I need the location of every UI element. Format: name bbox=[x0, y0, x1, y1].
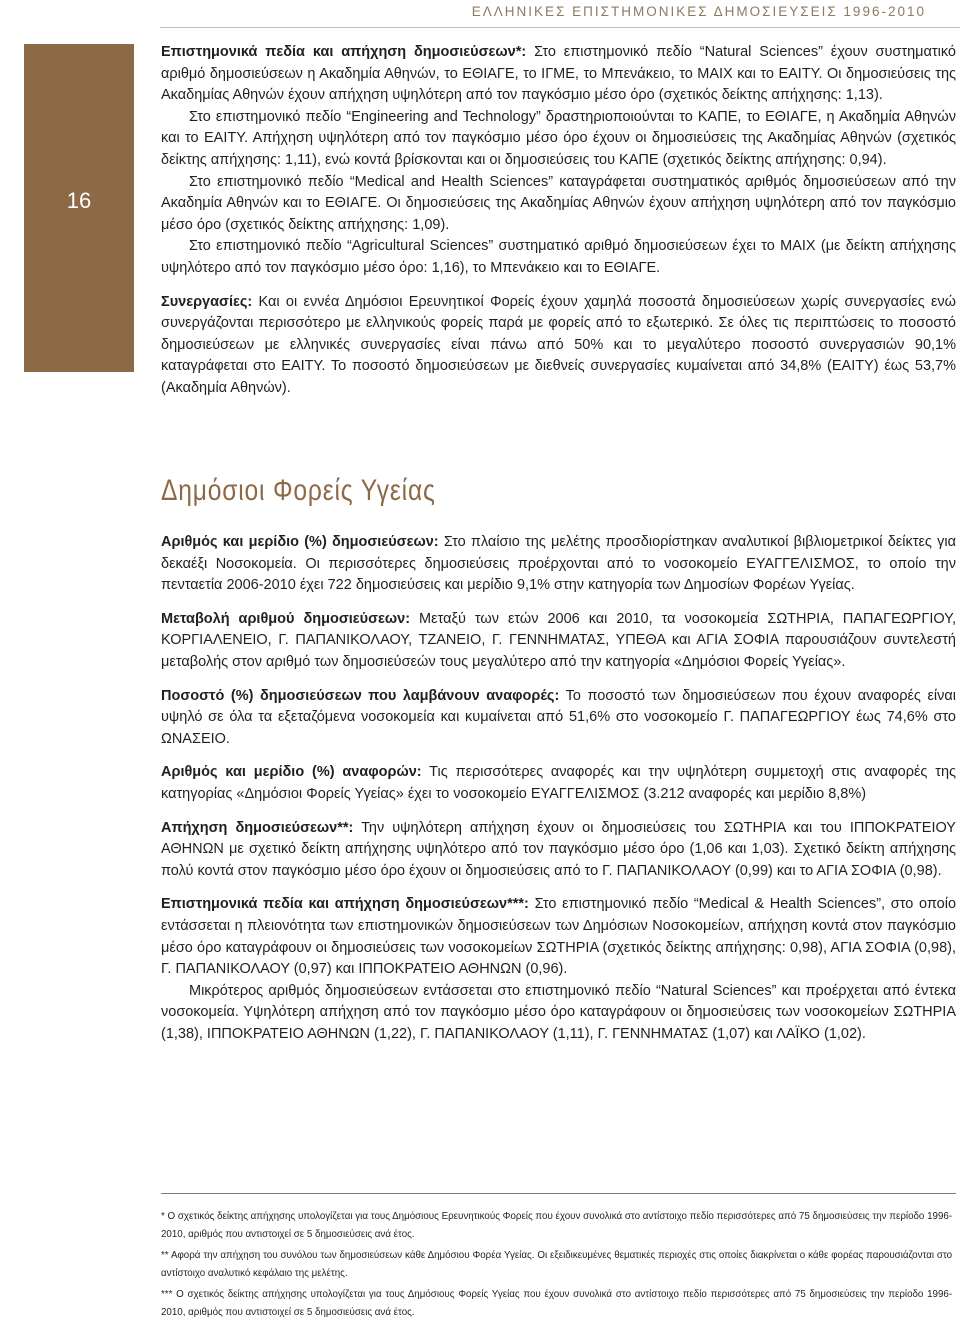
paragraph-text: Το ποσοστό των δημοσιεύσεων που έχουν αναφορές είναι υψηλό σε όλα τα εξεταζόμενα νοσοκομεία και κυμαίνεται από 51,6% στο νοσοκομείο Γ. ΠΑΠΑΓΕΩΡΓΙΟΥ έως 74,6% στο ΩΝΑΣΕΙΟ. bbox=[161, 687, 956, 747]
paragraph-fields-impact bbox=[161, 42, 956, 107]
footnotes bbox=[161, 1208, 956, 1325]
paragraph-publications-share bbox=[161, 532, 956, 597]
paragraph-cited-percentage bbox=[161, 686, 956, 751]
paragraph-text: Την υψηλότερη απήχηση έχουν οι δημοσιεύσεις του ΣΩΤΗΡΙΑ και του ΙΠΠΟΚΡΑΤΕΙΟΥ ΑΘΗΝΩΝ με σχετικό δείκτη απήχησης υψηλότερο από τον παγκόσμιο μέσο όρο (1,06 και 1,03). Σχετικό δείκτη απήχησης πολύ κοντά στον παγκόσμιο μέσο όρο έχουν οι δημοσιεύσεις από το Γ. ΠΑΠΑΝΙΚΟΛΑΟΥ (0,99) και το ΑΓΙΑ ΣΟΦΙΑ (0,98). bbox=[161, 819, 956, 879]
running-header: ΕΛΛΗΝΙΚΕΣ ΕΠΙΣΤΗΜΟΝΙΚΕΣ ΔΗΜΟΣΙΕΥΣΕΙΣ 1996-2010 bbox=[471, 4, 926, 19]
footnote-divider bbox=[161, 1193, 956, 1194]
header-divider bbox=[160, 27, 960, 28]
page-number-tab bbox=[24, 44, 134, 372]
health-bodies-text bbox=[161, 532, 956, 1045]
section-title: Δημόσιοι Φορείς Υγείας bbox=[161, 474, 436, 507]
paragraph-natural-sciences: Μικρότερος αριθμός δημοσιεύσεων εντάσσεται στο επιστημονικό πεδίο “Natural Sciences” και προέρχεται από έντεκα νοσοκομεία. Υψηλότερη απήχηση από τον παγκόσμιο μέσο όρο καταγράφουν οι δημοσιεύσεις των νοσοκομείων ΣΩΤΗΡΙΑ (1,38), ΙΠΠΟΚΡΑΤΕΙΟ ΑΘΗΝΩΝ (1,22), Γ. ΠΑΠΑΝΙΚΟΛΑΟΥ (1,11), Γ. ΓΕΝΝΗΜΑΤΑΣ (1,07) και ΛΑΪΚΟ (1,02). bbox=[161, 982, 956, 1042]
paragraph-citations-share bbox=[161, 762, 956, 805]
paragraph-publications-change bbox=[161, 609, 956, 674]
footnote-1: * Ο σχετικός δείκτης απήχησης υπολογίζεται για τους Δημόσιους Ερευνητικούς Φορείς που έχουν συνολικά στο αντίστοιχο πεδίο περισσότερες από 75 δημοσιεύσεις την περίοδο 1996-2010, αριθμός που αντιστοιχεί σε 5 δημοσιεύσεις ανά έτος. bbox=[161, 1210, 953, 1240]
paragraph-lead: Συνεργασίες: bbox=[161, 293, 253, 310]
paragraph-text: Τις περισσότερες αναφορές και την υψηλότερη συμμετοχή στις αναφορές της κατηγορίας «Δημόσιοι Φορείς Υγείας» έχει το νοσοκομείο ΕΥΑΓΓΕΛΙΣΜΟΣ (3.212 αναφορές και μερίδιο 8,8%) bbox=[161, 764, 957, 802]
footnote-2: ** Αφορά την απήχηση του συνόλου των δημοσιεύσεων κάθε Δημόσιου Φορέα Υγείας. Οι εξειδικευμένες θεματικές περιοχές στις οποίες διακρίνεται ο κάθε φορέας παρουσιάζονται στο αντίστοιχο αναλυτικό κεφάλαιο της μελέτης. bbox=[161, 1249, 953, 1279]
paragraph-lead: Επιστημονικά πεδία και απήχηση δημοσιεύσεων***: bbox=[161, 896, 529, 913]
page-number: 16 bbox=[66, 188, 92, 213]
paragraph-fields-impact-health bbox=[161, 894, 956, 980]
paragraph-lead: Ποσοστό (%) δημοσιεύσεων που λαμβάνουν αναφορές: bbox=[161, 687, 560, 704]
paragraph-lead: Μεταβολή αριθμού δημοσιεύσεων: bbox=[161, 610, 411, 627]
paragraph-text: Και οι εννέα Δημόσιοι Ερευνητικοί Φορείς έχουν χαμηλά ποσοστά δημοσιεύσεων χωρίς συνεργασίες ενώ συνεργάζονται περισσότερο με ελληνικούς φορείς παρά με φορείς από το εξωτερικό. Σε όλες τις περιπτώσεις το ποσοστό δημοσιεύσεων με ελληνικές συνεργασίες είναι πάνω από 50% και το μεγαλύτερο ποσοστό συνεργασιών 90,1% καταγράφεται στο ΕΑΙΤΥ. Το ποσοστό δημοσιεύσεων με διεθνείς συνεργασίες κυμαίνεται από 34,8% (ΕΑΙΤΥ) έως 53,7% (Ακαδημία Αθηνών). bbox=[161, 293, 956, 396]
paragraph-text: Στο επιστημονικό πεδίο “Natural Sciences” έχουν συστηματικό αριθμό δημοσιεύσεων η Ακαδημία Αθηνών, το ΕΘΙΑΓΕ, το ΙΓΜΕ, το Μπενάκειο, το ΜΑΙΧ και το ΕΑΙΤΥ. Οι δημοσιεύσεις της Ακαδημίας Αθηνών έχουν απήχηση υψηλότερη από τον παγκόσμιο μέσο όρο (σχετικός δείκτης απήχησης: 1,13). bbox=[161, 44, 956, 104]
paragraph-text: Στο πλαίσιο της μελέτης προσδιορίστηκαν αναλυτικοί βιβλιομετρικοί δείκτες για δεκαέξι Νοσοκομεία. Οι περισσότερες δημοσιεύσεις προέρχονται από το νοσοκομείο ΕΥΑΓΓΕΛΙΣΜΟΣ, το οποίο την πενταετία 2006-2010 έχει 722 δημοσιεύσεις και μερίδιο 9,1% στην κατηγορία των Δημοσίων Φορέων Υγείας. bbox=[161, 534, 956, 594]
paragraph-lead: Αριθμός και μερίδιο (%) αναφορών: bbox=[161, 764, 422, 781]
paragraph-impact bbox=[161, 818, 956, 883]
paragraph-text: Στο επιστημονικό πεδίο “Medical & Health Sciences”, στο οποίο εντάσσεται η πλειονότητα των επιστημονικών δημοσιεύσεων των Δημόσιων Νοσοκομείων, απήχηση κοντά στον παγκόσμιο μέσο όρο καταγράφουν οι δημοσιεύσεις των νοσοκομείων ΣΩΤΗΡΙΑ (σχετικός δείκτης απήχησης: 0,98), ΑΓΙΑ ΣΟΦΙΑ (0,98), Γ. ΠΑΠΑΝΙΚΟΛΑΟΥ (0,97) και ΙΠΠΟΚΡΑΤΕΙΟ ΑΘΗΝΩΝ (0,96). bbox=[161, 896, 957, 978]
paragraph-engineering: Στο επιστημονικό πεδίο “Engineering and Technology” δραστηριοποιούνται το ΚΑΠΕ, το ΕΘΙΑΓΕ, η Ακαδημία Αθηνών και το ΕΑΙΤΥ. Απήχηση υψηλότερη από τον παγκόσμιο μέσο όρο έχουν οι δημοσιεύσεις της Ακαδημίας Αθηνών (σχετικός δείκτης απήχησης: 1,11), ενώ κοντά βρίσκονται και οι δημοσιεύσεις του ΚΑΠΕ (σχετικός δείκτης απήχησης: 0,94). bbox=[161, 108, 956, 168]
paragraph-collaborations bbox=[161, 292, 956, 400]
paragraph-medical: Στο επιστημονικό πεδίο “Medical and Health Sciences” καταγράφεται συστηματικός αριθμός δημοσιεύσεων από την Ακαδημία Αθηνών και το ΕΘΙΑΓΕ. Οι δημοσιεύσεις της Ακαδημίας Αθηνών έχουν απήχηση υψηλότερη από τον παγκόσμιο μέσο όρο (σχετικός δείκτης απήχησης: 1,09). bbox=[161, 173, 956, 233]
paragraph-lead: Απήχηση δημοσιεύσεων**: bbox=[161, 819, 354, 836]
paragraph-agricultural: Στο επιστημονικό πεδίο “Agricultural Sciences” συστηματικό αριθμό δημοσιεύσεων έχει το ΜΑΙΧ (με δείκτη απήχησης υψηλότερο από τον παγκόσμιο μέσο όρο: 1,16), το Μπενάκειο και το ΕΘΙΑΓΕ. bbox=[161, 238, 956, 276]
paragraph-lead: Αριθμός και μερίδιο (%) δημοσιεύσεων: bbox=[161, 534, 439, 550]
footnote-3: *** Ο σχετικός δείκτης απήχησης υπολογίζεται για τους Δημόσιους Φορείς Υγείας που έχουν συνολικά στο αντίστοιχο πεδίο περισσότερες από 75 δημοσιεύσεις την περίοδο 1996-2010, αριθμός που αντιστοιχεί σε 5 δημοσιεύσεις ανά έτος. bbox=[161, 1288, 953, 1318]
paragraph-lead: Επιστημονικά πεδία και απήχηση δημοσιεύσεων*: bbox=[161, 44, 527, 60]
research-bodies-text bbox=[161, 42, 956, 400]
paragraph-text: Μεταξύ των ετών 2006 και 2010, τα νοσοκομεία ΣΩΤΗΡΙΑ, ΠΑΠΑΓΕΩΡΓΙΟΥ, ΚΟΡΓΙΑΛΕΝΕΙΟ, Γ. ΠΑΠΑΝΙΚΟΛΑΟΥ, ΤΖΑΝΕΙΟ, Γ. ΓΕΝΝΗΜΑΤΑΣ, ΥΠΕΘΑ και ΑΓΙΑ ΣΟΦΙΑ παρουσιάζουν συντελεστή μεταβολής στον αριθμό των δημοσιεύσεών τους μεγαλύτερο από την κατηγορία «Δημόσιοι Φορείς Υγείας». bbox=[161, 610, 957, 670]
